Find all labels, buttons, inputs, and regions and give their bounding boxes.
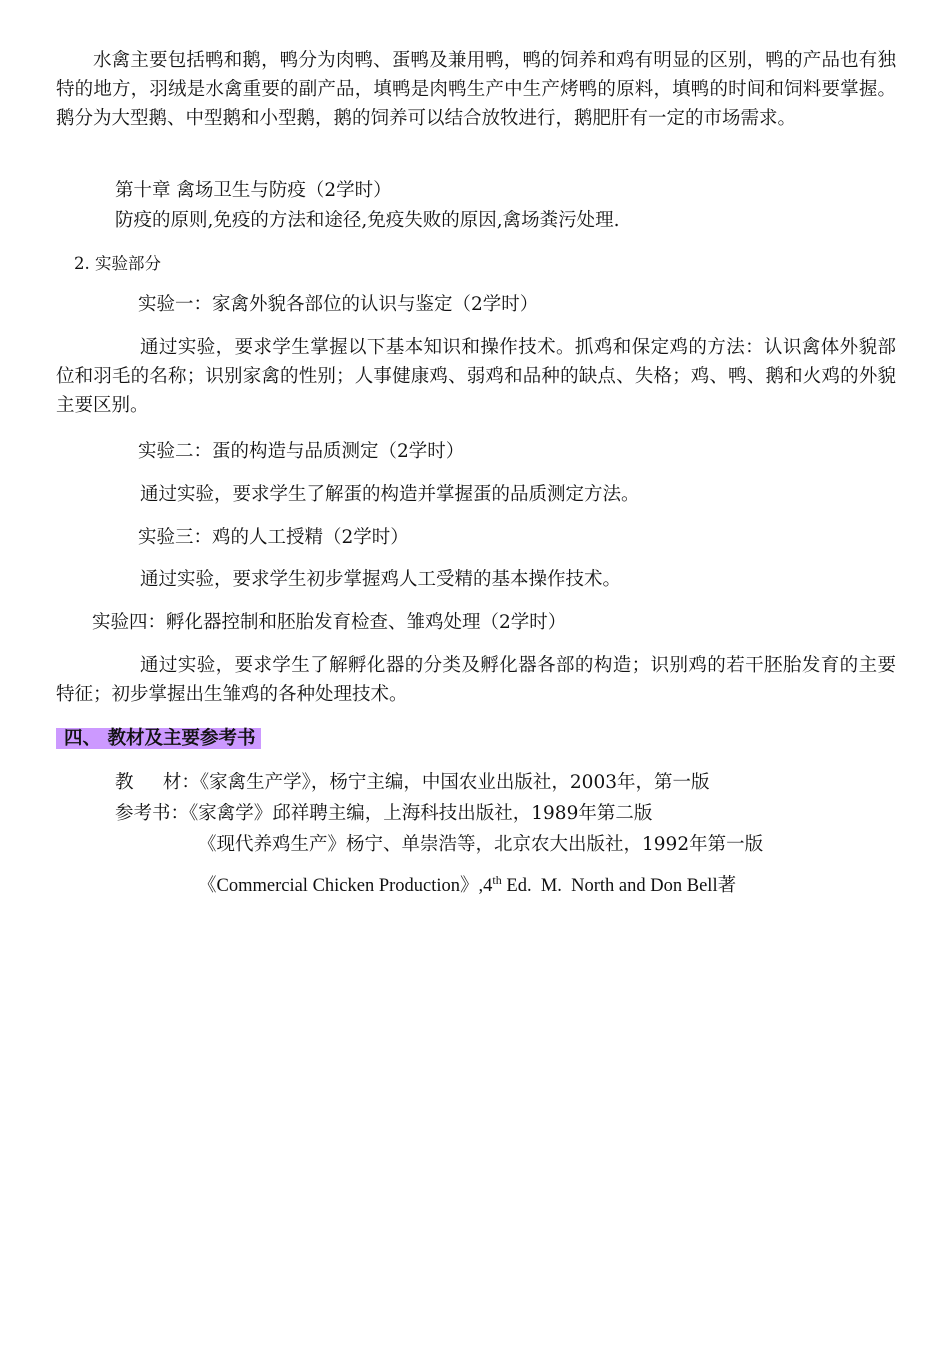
reference-item-2: 《现代养鸡生产》杨宁、单崇浩等，北京农大出版社，1992年第一版 (198, 834, 764, 855)
lab4-body: 通过实验，要求学生了解孵化器的分类及孵化器各部的构造；识别鸡的若干胚胎发育的主要特征；初步掌握出生雏鸡的各种处理技术。 (56, 655, 896, 705)
english-ref-sep: ,4 (478, 876, 493, 896)
english-ref-sup: th (492, 873, 502, 887)
section4-heading-text: 四、 教材及主要参考书 (56, 728, 261, 749)
lab2-body: 通过实验，要求学生了解蛋的构造并掌握蛋的品质测定方法。 (140, 484, 640, 505)
textbook-label: 教 材： (115, 772, 200, 793)
reference-item-1: 《家禽学》邱祥聘主编，上海科技出版社，1989年第二版 (189, 803, 653, 824)
textbook-text: 《家禽生产学》，杨宁主编，中国农业出版社，2003年，第一版 (199, 772, 710, 793)
lab3-body: 通过实验，要求学生初步掌握鸡人工受精的基本操作技术。 (140, 569, 622, 590)
english-ref-rest: Ed. M. North and Don Bell著 (501, 876, 737, 896)
lab3-title: 实验三：鸡的人工授精（2学时） (138, 527, 409, 548)
intro-paragraph: 水禽主要包括鸭和鹅，鸭分为肉鸭、蛋鸭及兼用鸭，鸭的饲养和鸡有明显的区别，鸭的产品也有独特的地方，羽绒是水禽重要的副产品，填鸭是肉鸭生产中生产烤鸭的原料，填鸭的时间和饲料要掌握。鹅分为大型鹅、中型鹅和小型鹅，鹅的饲养可以结合放牧进行，鹅肥肝有一定的市场需求。 (56, 50, 896, 129)
textbook-line (115, 771, 710, 795)
lab-section-heading: 2. 实验部分 (74, 254, 161, 273)
chapter10-title: 第十章 禽场卫生与防疫（2学时） (115, 180, 392, 201)
chapter10-content: 防疫的原则,免疫的方法和途径,免疫失败的原因,禽场粪污处理. (115, 210, 620, 231)
lab1-body: 通过实验，要求学生掌握以下基本知识和操作技术。抓鸡和保定鸡的方法：认识禽体外貌部位和羽毛的名称；识别家禽的性别；人事健康鸡、弱鸡和品种的缺点、失格；鸡、鸭、鹅和火鸡的外貌主要区别。 (56, 337, 896, 416)
lab1-title: 实验一：家禽外貌各部位的认识与鉴定（2学时） (138, 294, 539, 315)
english-ref-title: 《Commercial Chicken Production》 (198, 876, 479, 896)
lab2-title: 实验二：蛋的构造与品质测定（2学时） (138, 441, 465, 462)
reference-item-english (198, 874, 736, 898)
references-line (115, 802, 652, 826)
section4-heading (56, 727, 261, 751)
references-label: 参考书： (115, 803, 190, 824)
lab4-title: 实验四：孵化器控制和胚胎发育检查、雏鸡处理（2学时） (92, 612, 567, 633)
